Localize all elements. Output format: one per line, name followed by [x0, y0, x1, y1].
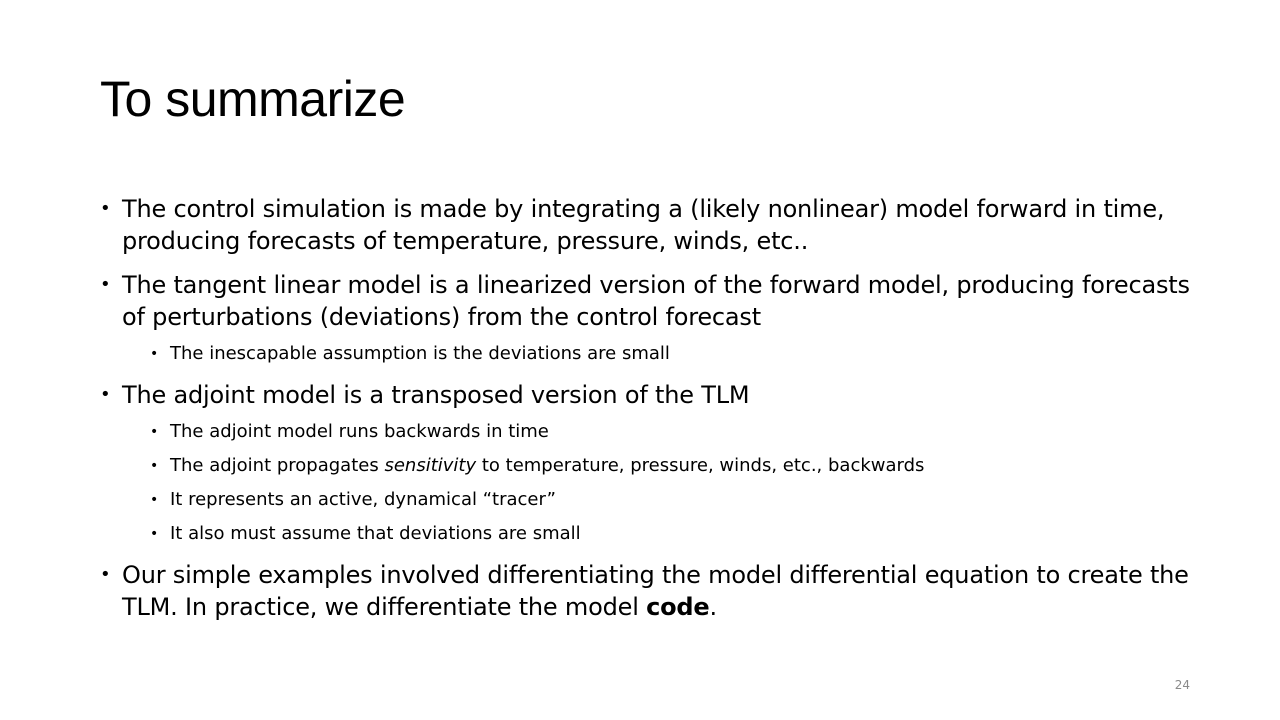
page-number: 24: [1174, 678, 1190, 692]
sub-bullet-inescapable-assumption: [150, 341, 1200, 367]
bullet-dot: •: [100, 564, 111, 585]
bullet-text: The adjoint model is a transposed version of the TLM: [122, 381, 750, 409]
slide-title: To summarize: [100, 71, 406, 127]
sub-bullet-text: The adjoint model runs backwards in time: [170, 421, 549, 442]
sub-bullet-text: It also must assume that deviations are small: [170, 523, 581, 544]
sub-bullets-tangent-linear-model: [100, 341, 1200, 367]
sub-bullet-text: The inescapable assumption is the deviations are small: [170, 343, 670, 364]
sub-bullet-text-before: The adjoint propagates: [170, 455, 385, 476]
sub-bullet-dot: •: [150, 424, 159, 440]
bullet-dot: •: [100, 384, 111, 405]
sub-bullet-deviations-small: [150, 521, 1200, 547]
bullet-text: The control simulation is made by integrating a (likely nonlinear) model forward in time, producing forecasts of temperature, pressure, winds, etc..: [122, 195, 1165, 255]
sub-bullet-text-after: to temperature, pressure, winds, etc., backwards: [476, 455, 925, 476]
sub-bullet-runs-backwards: [150, 419, 1200, 445]
sub-bullet-active-tracer: [150, 487, 1200, 513]
sub-bullet-text: It represents an active, dynamical “tracer”: [170, 489, 556, 510]
bullet-text: The tangent linear model is a linearized version of the forward model, producing forecasts of perturbations (deviations) from the control forecast: [122, 271, 1190, 331]
sub-bullet-dot: •: [150, 458, 159, 474]
bullet-control-simulation: [100, 193, 1200, 257]
bullet-text-after: .: [709, 593, 717, 621]
code-bold: code: [646, 593, 710, 621]
sub-bullet-dot: •: [150, 526, 159, 542]
sub-bullet-dot: •: [150, 492, 159, 508]
sub-bullet-propagates-sensitivity: [150, 453, 1200, 479]
bullet-dot: •: [100, 274, 111, 295]
bullet-text-before: Our simple examples involved differentiating the model differential equation to create the TLM. In practice, we differentiate the model: [122, 561, 1189, 621]
sensitivity-emphasis: sensitivity: [384, 455, 477, 476]
bullet-dot: •: [100, 198, 111, 219]
bullet-simple-examples: [100, 559, 1200, 623]
sub-bullet-dot: •: [150, 346, 159, 362]
bullet-tangent-linear-model: [100, 269, 1200, 333]
sub-bullets-adjoint-model: [100, 419, 1200, 547]
bullet-adjoint-model: [100, 379, 1200, 411]
slide-body: [100, 193, 1200, 635]
